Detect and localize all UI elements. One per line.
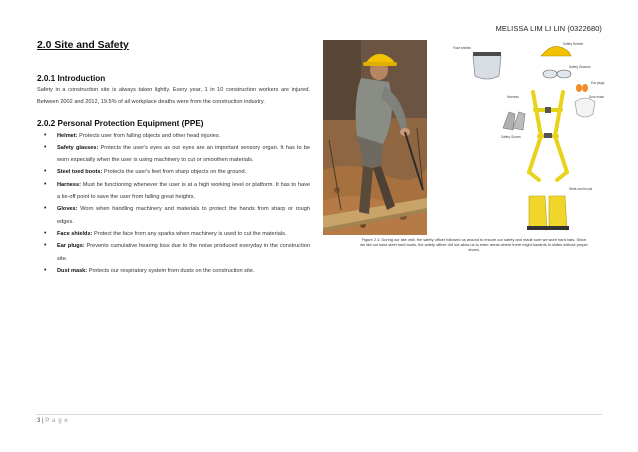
ppe-desc: Protects the user's feet from sharp objects on the ground. — [102, 169, 247, 176]
label-safety-glasses: Safety Glasses — [569, 65, 591, 69]
bullet-icon: • — [44, 229, 47, 237]
label-ear-plugs: Ear plugs — [591, 81, 605, 85]
label-safety-helmet: Safety Helmet — [563, 42, 584, 46]
ppe-list — [37, 130, 310, 278]
label-dust-mask: Dust mask — [589, 95, 605, 99]
label-face-shields: Face shields — [453, 46, 471, 50]
ppe-desc: Must be functioning whenever the user is at a high working level or platform. It has to have a tie-off point to save the user from falling great heights. — [57, 181, 310, 201]
intro-paragraph: Safety in a construction site is always taken lightly. Every year, 1 in 10 construction workers are injured. Between 2002 and 2012, 19.5% of all workplace deaths were from the construction industry. — [37, 87, 310, 106]
ppe-item-ear-plugs — [37, 240, 310, 265]
ppe-desc: Protects the user's eyes as our eyes are an important sensory organ. It has to be worn especially when the user is using machinery to cut or smoothen materials. — [57, 144, 310, 164]
ppe-item-face-shields — [37, 228, 310, 240]
ppe-desc: Protects our respiratory system from dusts on the construction site. — [87, 267, 255, 274]
ppe-item-dust-mask — [37, 265, 310, 277]
figure-image — [323, 40, 609, 235]
site-photo — [323, 40, 427, 235]
bullet-icon: • — [44, 168, 47, 176]
page-number: 3 — [37, 418, 41, 424]
ppe-term: Face shields: — [57, 230, 93, 237]
document-header: MELISSA LIM LI LIN (0322680) — [495, 24, 602, 33]
bullet-icon: • — [44, 266, 47, 274]
ppe-illustration — [435, 40, 609, 235]
page-word: P a g e — [45, 418, 69, 424]
ppe-item-gloves — [37, 203, 310, 228]
ppe-item-safety-glasses — [37, 142, 310, 167]
ppe-item-harness — [37, 179, 310, 204]
bullet-icon: • — [44, 131, 47, 139]
ppe-desc: Protect the face from any sparks when machinery is used to cut the materials. — [92, 230, 287, 237]
section-title: 2.0 Site and Safety — [37, 40, 129, 51]
label-harness: Harness — [507, 95, 519, 99]
ppe-term: Helmet: — [57, 132, 78, 139]
label-steel-toed-boots: Steel-toed boots — [569, 187, 593, 191]
bullet-icon: • — [44, 205, 47, 213]
dust-mask-icon — [575, 98, 595, 117]
intro-heading: 2.0.1 Introduction — [37, 74, 106, 83]
ppe-heading: 2.0.2 Personal Protection Equipment (PPE) — [37, 118, 204, 128]
page-footer — [37, 418, 68, 424]
ppe-term: Gloves: — [57, 206, 78, 213]
ppe-term: Ear plugs: — [57, 243, 85, 250]
footer-divider — [36, 414, 602, 415]
text-column — [37, 40, 310, 277]
bullet-icon: • — [44, 180, 47, 188]
bullet-icon: • — [44, 143, 47, 151]
ppe-term: Steel toed boots: — [57, 169, 103, 176]
bullet-icon: • — [44, 242, 47, 250]
ppe-term: Safety glasses: — [57, 144, 99, 151]
figure-caption: Figure 2.1: During our site visit, the safety officer followed us around to ensure our safety and made sure we wore hard hats. Since we did not have steel toed boots, the safety officer did not allow us to enter areas where there might hazards to slides without proper shoes. — [360, 237, 588, 253]
figure-svg — [323, 40, 609, 235]
ppe-desc: Protects user from falling objects and other head injuries. — [77, 132, 221, 139]
ppe-term: Harness: — [57, 181, 81, 188]
label-safety-gloves: Safety Gloves — [501, 135, 521, 139]
ppe-item-helmet — [37, 130, 310, 142]
ppe-desc: Worn when handling machinery and materials to protect the hands from sharp or rough edges. — [57, 206, 310, 225]
ppe-desc: Prevents cumulative hearing loss due to the noise produced everyday in the construction site. — [57, 243, 310, 262]
face-shield-icon — [473, 52, 501, 79]
ppe-item-steel-toed-boots — [37, 166, 310, 178]
ppe-term: Dust mask: — [57, 267, 88, 274]
page-separator: | — [40, 418, 46, 424]
